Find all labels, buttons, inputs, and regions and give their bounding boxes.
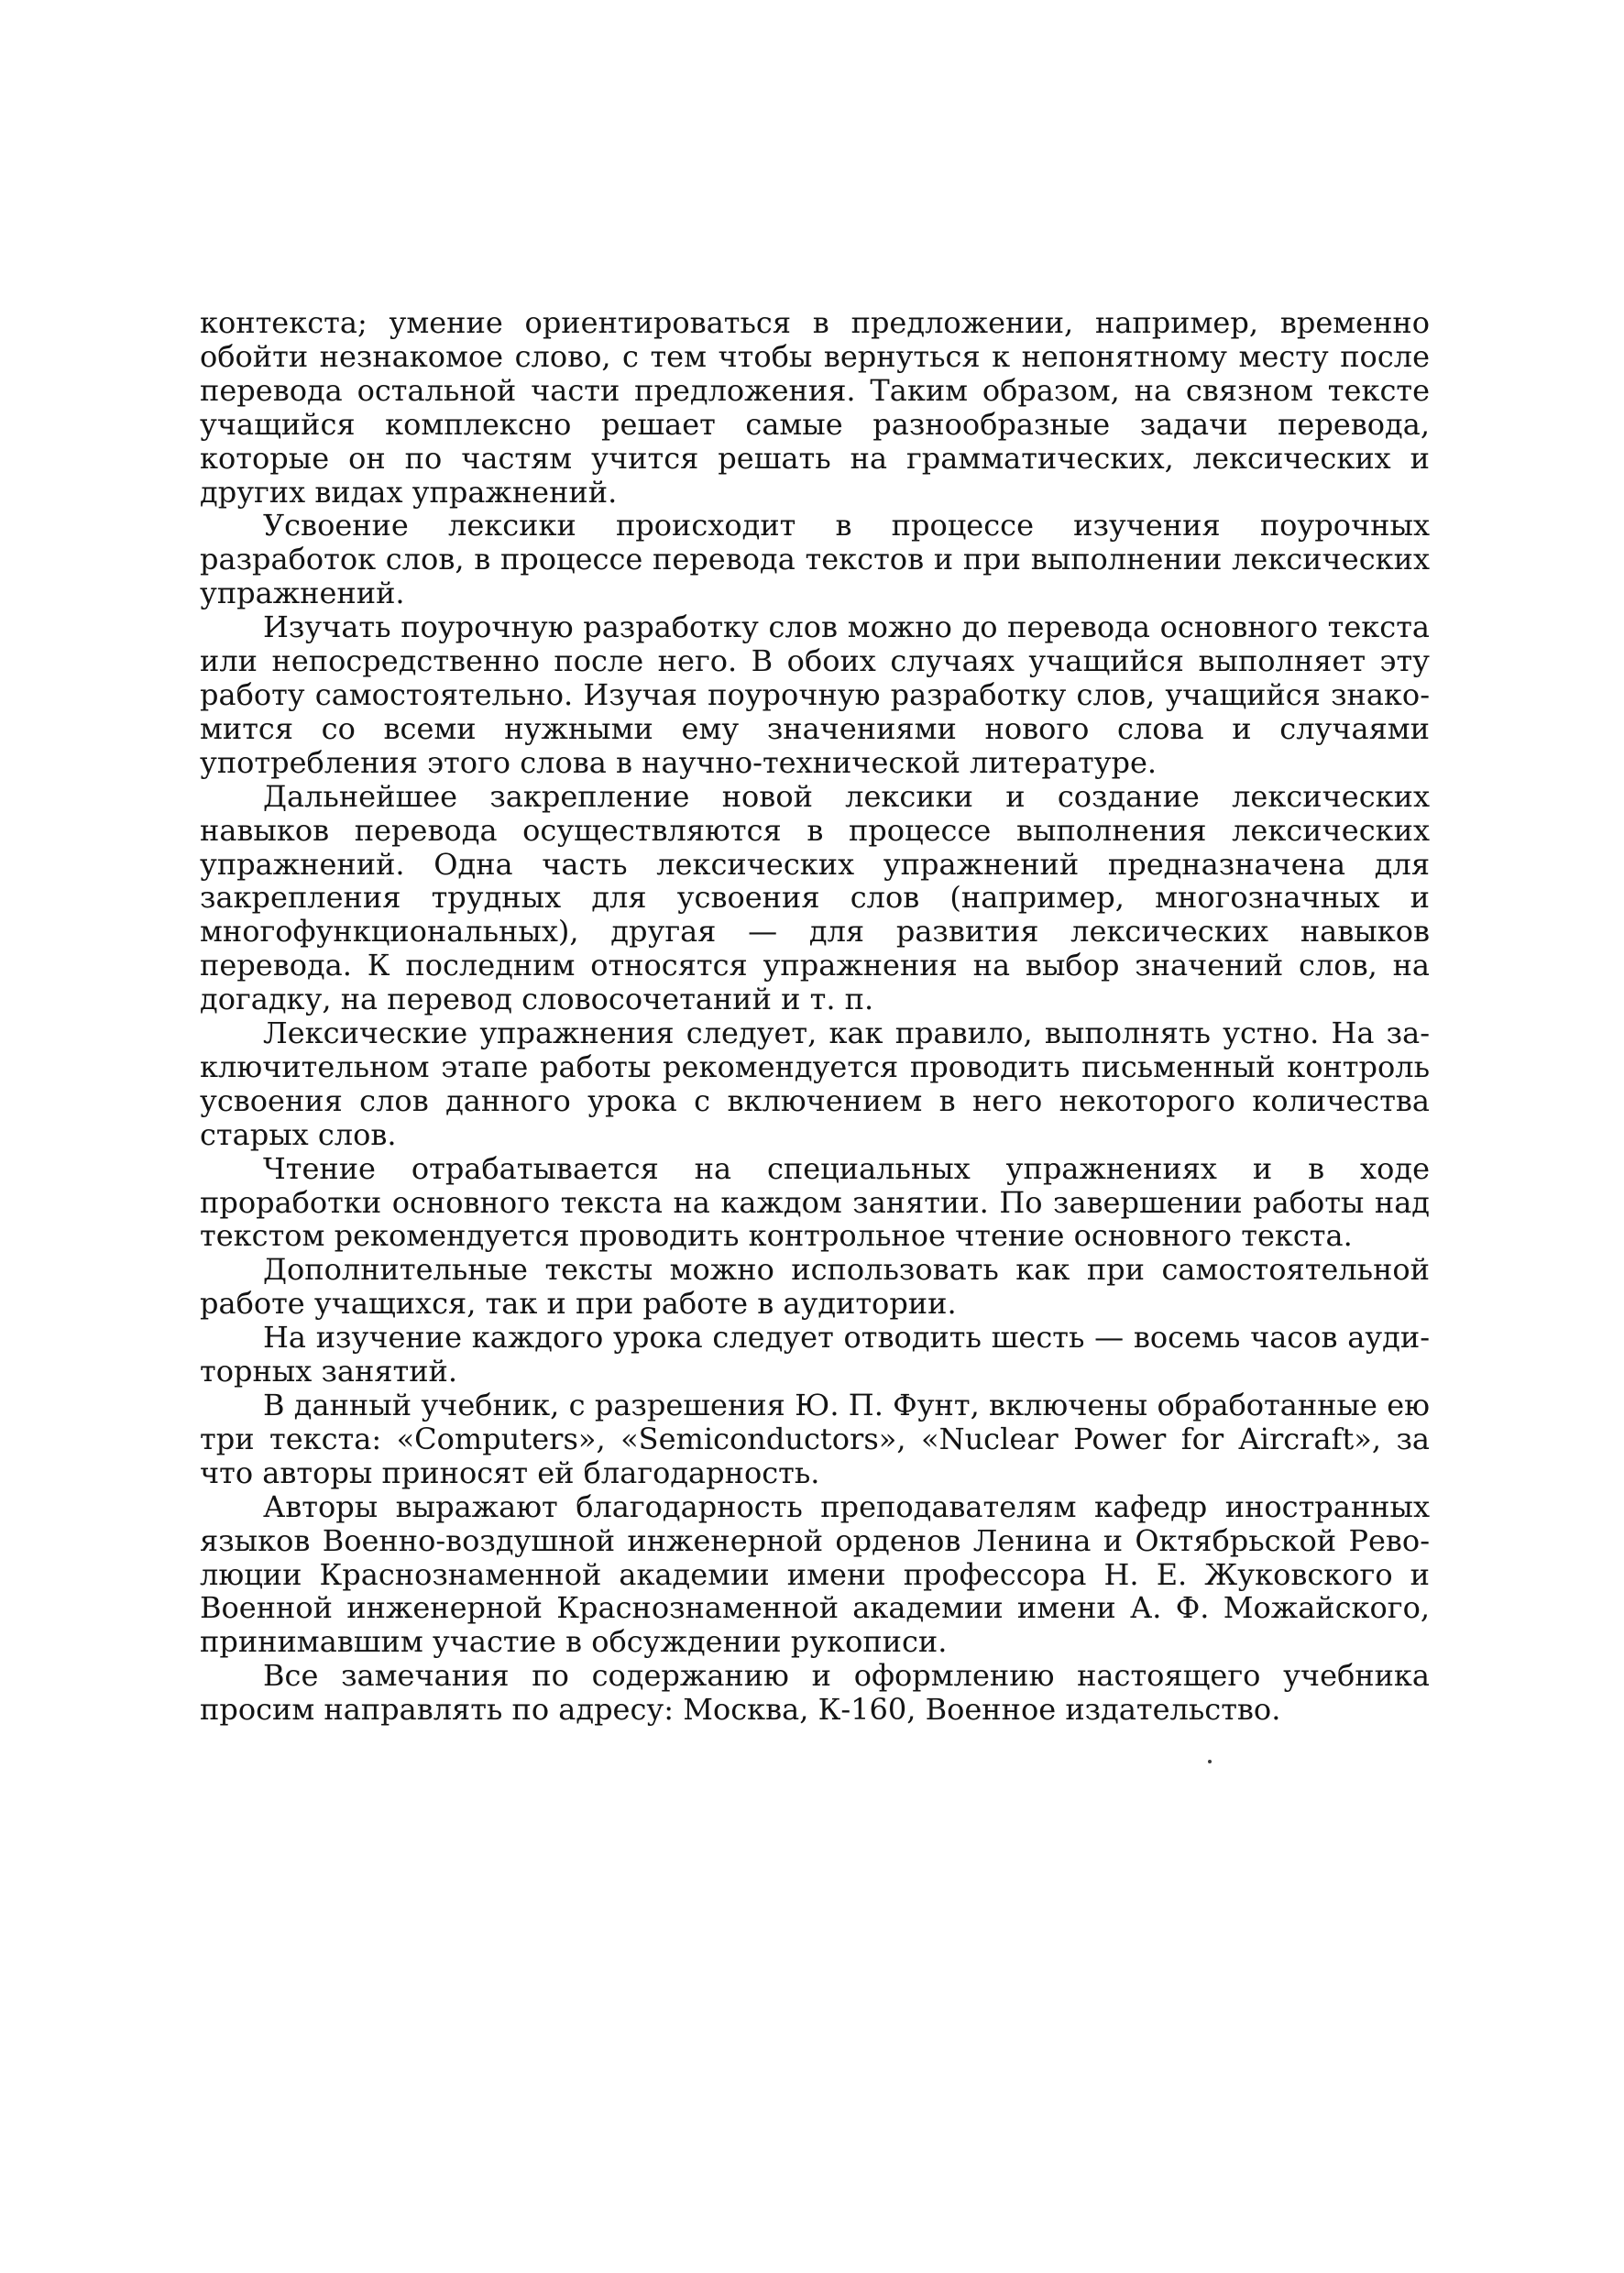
body-text [200,306,1430,1727]
paragraph-8: На изучение каждого урока следует отводить шесть — восемь часов аудиторных занятий. [200,1320,1430,1389]
scan-speck [1208,1760,1212,1763]
paragraph-3: Изучать поурочную разработку слов можно до перевода основного текста или непосредственно после него. В обоих случаях учащийся выполняет эту работу самостоятельно. Изучая поурочную разработку слов, учащийся знакомится со всеми нужными ему значениями нового слова и случаями употребления этого слова в научно-технической литературе. [200,609,1430,780]
paragraph-4: Дальнейшее закрепление новой лексики и создание лексических навыков перевода осуществляются в процессе выполнения лексических упражнений. Одна часть лексических упражнений предназначена для закрепления трудных для усвоения слов (например, многозначных и многофункциональных), другая — для развития лексических навыков перевода. К последним относятся упражнения на выбор значений слов, на догадку, на перевод словосочетаний и т. п. [200,778,1430,1017]
paragraph-7: Дополнительные тексты можно использовать как при самостоятельной работе учащихся, так и при работе в аудитории. [200,1252,1430,1322]
paragraph-6: Чтение отрабатывается на специальных упражнениях и в ходе проработки основного текста на каждом занятии. По завершении работы над текстом рекомендуется проводить контрольное чтение основного текста. [200,1150,1430,1254]
paragraph-1: контекста; умение ориентироваться в предложении, например, временно обойти незнакомое слово, с тем чтобы вернуться к непонятному месту после перевода остальной части предложения. Таким образом, на связном тексте учащийся комплексно решает самые разнообразные задачи перевода, которые он по частям учится решать на грамматических, лексических и других видах упражнений. [200,305,1430,510]
paragraph-2: Усвоение лексики происходит в процессе изучения поурочных разработок слов, в процессе перевода текстов и при выполнении лексических упражнений. [200,508,1430,611]
paragraph-9: В данный учебник, с разрешения Ю. П. Фунт, включены обработанные ею три текста: «Computers», «Semiconductors», «Nuclear Power for Aircraft», за что авторы приносят ей благодарность. [200,1388,1430,1490]
paragraph-11: Все замечания по содержанию и оформлению настоящего учебника просим направлять по адресу: Москва, К-160, Военное издательство. [200,1658,1430,1728]
paragraph-5: Лексические упражнения следует, как правило, выполнять устно. На заключительном этапе работы рекомендуется проводить письменный контроль усвоения слов данного урока с включением в него некоторого количества старых слов. [200,1016,1430,1152]
paragraph-10: Авторы выражают благодарность преподавателям кафедр иностранных языков Военно-воздушной инженерной орденов Ленина и Октябрьской Революции Краснознаменной академии имени профессора Н. Е. Жуковского и Военной инженерной Краснознаменной академии имени А. Ф. Можайского, принимавшим участие в обсуждении рукописи. [200,1488,1430,1660]
